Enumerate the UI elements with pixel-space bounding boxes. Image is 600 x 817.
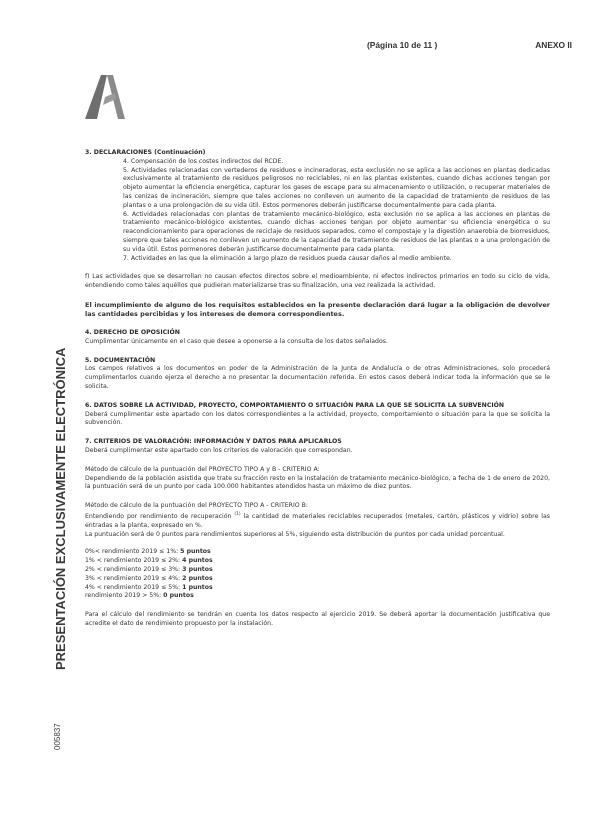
points-value: 5 puntos xyxy=(180,548,211,556)
list-item: 5. Actividades relacionadas con vertederos de residuos e incineradoras, esta exclusión no se aplica a las acciones en plantas dedicadas exclusivamente al tratamiento de residuos peligrosos no reciclables, ni en las plantas existentes, cuando dichas acciones tengan por objeto aumentar la eficiencia energética, capturar los gases de escape para su almacenamiento o utilización, o recuperar materiales de las cenizas de incineración, siempre que tales acciones no conlleven un aumento de la capacidad de tratamiento de residuos de las plantas o a una prolongación de su vida útil. Estos pormenores deberán justificarse documentalmente para cada planta. xyxy=(123,166,550,209)
range-label: rendimiento 2019 > 5%: xyxy=(85,592,164,600)
vertical-sidebar-text: PRESENTACIÓN EXCLUSIVAMENTE ELECTRÓNICA xyxy=(53,347,68,670)
list-item xyxy=(85,584,550,593)
list-item: 7. Actividades en las que la eliminación a largo plazo de residuos pueda causar daños al medio ambiente. xyxy=(123,254,452,262)
points-distribution xyxy=(85,548,550,601)
method-a-text: Dependiendo de la población asistida que trate su fracción resto en la instalación de tratamiento mecánico-biológico, a fecha de 1 de enero de 2020, la puntuación será de un punto por cada 100.000 habitantes atendidos hasta un máximo de diez puntos. xyxy=(85,474,550,491)
section-5-title: 5. DOCUMENTACIÓN xyxy=(85,356,156,364)
range-label: 0%< rendimiento 2019 ≤ 1%: xyxy=(85,548,181,556)
method-b-text xyxy=(85,511,550,531)
final-paragraph: Para el cálculo del rendimiento se tendrán en cuenta los datos respecto al ejercicio 2019. Se deberá aportar la documentación justificativa que acredite el dato de rendimiento propuesto por la instalación. xyxy=(85,611,550,627)
range-label: 4% < rendimiento 2019 ≤ 5%: xyxy=(85,583,183,591)
list-item: 6. Actividades relacionadas con plantas de tratamiento mecánico-biológico, esta exclusión no se aplica a las acciones en plantas de tratamiento mecánico-biológico existentes, cuando dichas acciones tengan por objeto aumentar su eficiencia energética o su reacondicionamiento para operaciones de reciclaje de residuos separados, como el compostaje y la digestión anaerobia de biorresiduos, siempre que tales acciones no conlleven un aumento de la capacidad de tratamiento de residuos de las plantas o a una prolongación de su vida útil. Estos pormenores deberán justificarse documentalmente para cada planta. xyxy=(123,210,550,253)
section-5-text: Los campos relativos a los documentos en poder de la Administración de la Junta de Andalucía o de otras Administraciones, solo procederá cumplimentarlos cuando ejerza el derecho a no presentar la documentación referida. En estos casos deberá indicar toda la información que se le solicita. xyxy=(85,365,550,390)
points-value: 1 puntos xyxy=(182,583,213,591)
points-value: 2 puntos xyxy=(182,574,213,582)
declarations-list xyxy=(85,158,550,264)
document-body xyxy=(85,149,550,629)
list-item xyxy=(85,575,550,584)
points-value: 0 puntos xyxy=(163,592,194,600)
section-4-text: Cumplimentar únicamente en el caso que desee a oponerse a la consulta de los datos señalados. xyxy=(85,337,388,345)
section-7-text: Deberá cumplimentar este apartado con los criterios de valoración que correspondan. xyxy=(85,446,353,454)
points-value: 4 puntos xyxy=(182,557,213,565)
section-6-title: 6. DATOS SOBRE LA ACTIVIDAD, PROYECTO, COMPORTAMIENTO O SITUACIÓN PARA LA QUE SE SOLICITA LA SUBVENCIÓN xyxy=(85,401,505,409)
section-4-title: 4. DERECHO DE OPOSICIÓN xyxy=(85,328,180,336)
document-code: 005837 xyxy=(53,723,62,750)
section-6-text: Deberá cumplimentar este apartado con los datos correspondientes a la actividad, proyecto, comportamiento o situación para la que se solicita la subvención. xyxy=(85,410,550,427)
page-number: (Página 10 de 11 ) xyxy=(367,40,438,50)
method-b-text-pre: Entendiendo por rendimiento de recuperación xyxy=(85,512,235,520)
method-a-title: Método de cálculo de la puntuación del PROYECTO TIPO A y B - CRITERIO A: xyxy=(85,465,320,473)
list-item xyxy=(85,557,550,566)
method-b-text-post: la cantidad de materiales reciclables recuperados (metales, cartón, plásticos y vidrio) sobre las entradas a la planta, expresado en %. xyxy=(85,512,550,529)
range-label: 2% < rendimiento 2019 ≤ 3%: xyxy=(85,565,183,573)
list-item: 4. Compensación de los costes indirectos del RCDE. xyxy=(123,157,284,165)
list-item xyxy=(85,592,550,601)
list-item xyxy=(85,566,550,575)
section-7-title: 7. CRITERIOS DE VALORACIÓN: INFORMACIÓN Y DATOS PARA APLICARLOS xyxy=(85,438,342,446)
points-value: 3 puntos xyxy=(182,565,213,573)
declaration-f: f) Las actividades que se desarrollan no causan efectos directos sobre el medioambiente, ni efectos indirectos primarios en todo su ciclo de vida, entendiendo como tales aquéllos que pudieran materializarse tras su finalización, una vez realizada la actividad. xyxy=(85,273,550,290)
warning-paragraph: El incumplimiento de alguno de los requisitos establecidos en la presente declaración dará lugar a la obligación de devolver las cantidades percibidas y los intereses de demora correspondientes. xyxy=(85,300,550,318)
method-b-text-2: La puntuación será de 0 puntos para rendimientos superiores al 5%, siguiendo esta distribución de puntos por cada unidad porcentual. xyxy=(85,530,505,538)
footnote-ref: (1) xyxy=(234,511,241,517)
method-b-title: Método de cálculo de la puntuación del PROYECTO TIPO A - CRITERIO B: xyxy=(85,502,308,510)
range-label: 3% < rendimiento 2019 ≤ 4%: xyxy=(85,574,183,582)
section-3-title: 3. DECLARACIONES (Continuación) xyxy=(85,149,206,156)
range-label: 1% < rendimiento 2019 ≤ 2%: xyxy=(85,557,183,565)
annex-label: ANEXO II xyxy=(535,40,572,50)
list-item xyxy=(85,548,550,557)
junta-andalucia-logo-icon xyxy=(85,75,125,119)
